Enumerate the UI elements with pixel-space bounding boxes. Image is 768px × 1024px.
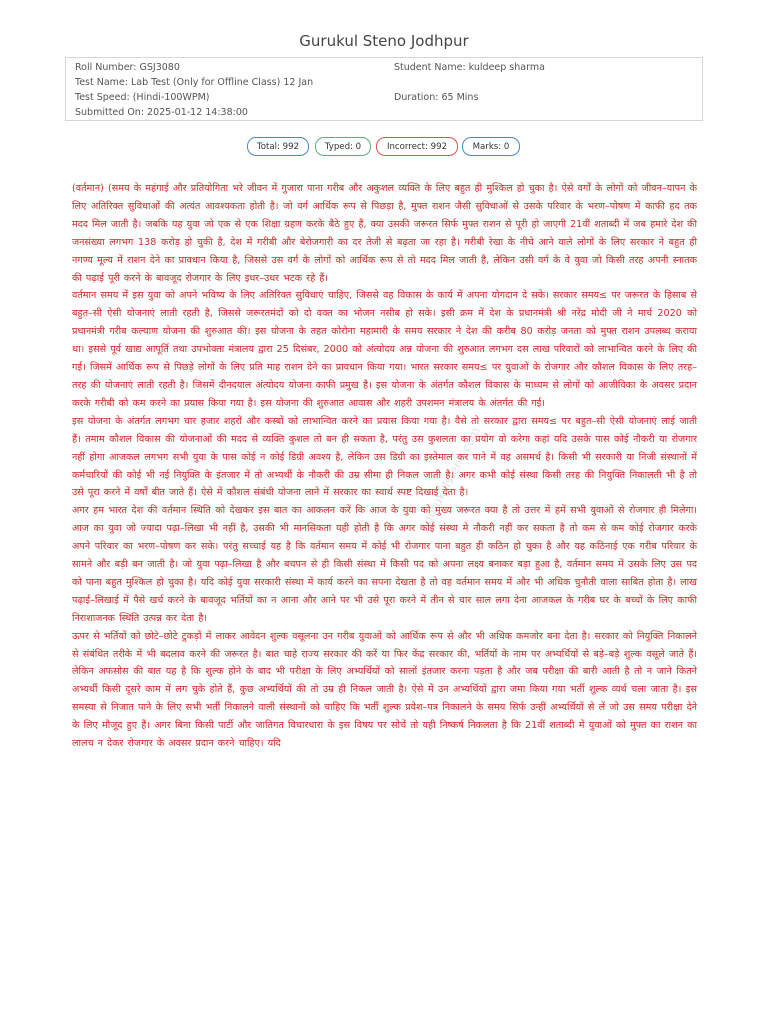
test-info-panel xyxy=(65,57,703,121)
typed-badge: Typed: 0 xyxy=(315,137,371,156)
submitted-on: Submitted On: 2025-01-12 14:38:00 xyxy=(75,107,248,118)
passage-paragraph: इस योजना के अंतर्गत लगभग चार हजार शहरों और कस्बों को लाभान्वित करने का प्रयास किया गया है। वैसे तो सरकार द्वारा समय≤ पर बहुत–सी ऐसी योजनाएं लाई जाती हैं। तमाम कौशल विकास की योजनाओं की मदद से व्यक्ति कुशल तो बन ही सकता है, परंतु उस कुशलता का प्रयोग वो करेगा कहां यदि उसके पास कोई नौकरी या रोजगार नहीं होगा आजकल लगभग सभी युवा के पास कोई न कोई डिग्री अवश्य है, लेकिन उस डिग्री का इस्तेमाल कर पाने में वह असमर्थ है। किसी भी सरकारी या निजी संस्थानों में कर्मचारियों की कोई भी नई नियुक्ति के इंतजार में तो अभ्यर्थी के नौकरी की उम्र सीमा ही निकल जाती है। अगर कभी कोई संस्था किसी तरह की नियुक्ति निकालती भी है तो उसे पूरा करने में वर्षों बीत जाते हैं। ऐसे में कौशल संबंधी योजना लाने में सरकार का स्वार्थ स्पष्ट दिखाई देता है। xyxy=(72,415,697,499)
test-name: Test Name: Lab Test (Only for Offline Class) 12 Jan xyxy=(75,77,314,88)
total-badge: Total: 992 xyxy=(247,137,309,156)
test-speed: Test Speed: (Hindi-100WPM) xyxy=(75,92,210,103)
passage-text xyxy=(72,180,697,1024)
roll-number: Roll Number: GSJ3080 xyxy=(75,62,180,73)
passage-paragraph: वर्तमान समय में इस युवा को अपने भविष्य के लिए अतिरिक्त सुविधाएं चाहिए, जिससे वह विकास के कार्य में अपना योगदान दे सके। सरकार समय≤ पर जरूरत के हिसाब से बहुत–सी ऐसी योजनाएं लाती रहती है, जिससे जरूरतमंदों को दो वक्त का भोजन नसीब हो सके। इसी क्रम में देश के प्रधानमंत्री श्री नरेंद्र मोदी जी ने मार्च 2020 को प्रधानमंत्री गरीब कल्याण योजना की शुरुआत की। इस योजना के तहत कोरोना महामारी के समय सरकार ने देश की करीब 80 करोड़ जनता को मुफ्त राशन उपलब्ध कराया था। इससे पूर्व खाद्य आपूर्ति तथा उपभोक्ता मंत्रालय द्वारा 25 दिसंबर, 2000 को अंत्योदय अन्न योजना की शुरुआत लगभग दस लाख परिवारों को लाभान्वित करने के लिए की गई। जिसमें आर्थिक रूप से पिछड़े लोगों के लिए प्रति माह राशन देने का प्रावधान किया गया। भारत सरकार समय≤ पर युवाओं के रोजगार और कौशल विकास के लिए तरह–तरह की योजनाएं लाती रहती है। जिसमें दीनदयाल अंत्योदय योजना काफी प्रमुख है। इस योजना के अंतर्गत कौशल विकास के माध्यम से लोगों को आजीविका के अवसर प्रदान करके गरीबी को कम करने का प्रयास किया गया है। इस योजना की शुरुआत आवास और शहरी उपशमन मंत्रालय के अंतर्गत की गई। xyxy=(72,290,697,409)
passage-paragraph: (वर्तमान) (समय के महंगाई और प्रतियोगिता भरे जीवन में गुजारा पाना गरीब और अकुशल व्यक्ति के लिए बहुत ही मुश्किल हो चुका है। ऐसे वर्गों के लोगों को जीवन–यापन के लिए अतिरिक्त सुविधाओं की अत्यंत आवश्यकता होती है। जो वर्ग आर्थिक रूप से पिछड़ा है, मुफ्त राशन जैसी सुविधाओं से उसके परिवार के भरण–पोषण में काफी हद तक मदद मिल जाती है। जबकि यह युवा जो एक से एक शिक्षा ग्रहण करके बैठे हुए हैं, क्या उसकी जरूरत सिर्फ मुफ्त राशन से पूरी हो जाएगी 21वीं शताब्दी में जब हमारे देश की जनसंख्या लगभग 138 करोड़ हो चुकी है, देश में गरीबी और बेरोजगारी का दर तेजी से बढ़ता जा रहा है। गरीबी रेखा के नीचे आने वाले लोगों के लिए सरकार ने बहुत ही नगण्य मूल्य में राशन देने का प्रावधान किया है, जिससे उस वर्ग के लोगों को आर्थिक रूप से तो मदद मिल जाती है, लेकिन उसी वर्ग के वे युवा जो किसी तरह अपनी स्नातक की पढ़ाई पूरी करने के बावजूद रोजगार के लिए इधर–उधर भटक रहे हैं। xyxy=(72,183,697,284)
result-stats xyxy=(0,137,768,157)
student-name: Student Name: kuldeep sharma xyxy=(394,62,545,73)
passage-paragraph: अगर हम भारत देश की वर्तमान स्थिति को देखकर इस बात का आकलन करें कि आज के युवा को मुख्य जरूरत क्या है तो उत्तर में हमें सभी युवाओं से रोजगार ही मिलेगा। आज का युवा जो ज्यादा पढ़ा–लिखा भी नहीं है, उसकी भी मानसिकता यही होती है कि अगर कोई संस्था मे नौकरी नहीं कर सकता है तो कम से कम कोई रोजगार करके अपने परिवार का भरण–पोषण कर सके। परंतु सच्चाई यह है कि वर्तमान समय में कोई भी रोजगार पाना बहुत ही कठिन हो चुका है और यह कठिनाई एक गरीब परिवार के सामने और बड़ी बन जाती है। जो युवा पढ़ा–लिखा है और बचपन से ही किसी संस्था में किसी पद को अपना लक्ष्य बनाकर बड़ा हुआ है, वर्तमान समय में उसके लिए उस पद को पाना बहुत मुश्किल हो चुका है। यदि कोई युवा सरकारी संस्था में कार्य करने का सपना देखता है तो वह वर्तमान समय में और भी अधिक चुनौती वाला साबित होता है। लाख पढ़ाई–लिखाई में पैसे खर्च करने के बावजूद भर्तियों का न आना और आने पर भी उसे पूरा करने में तीन से चार साल लगा देना आजकल के गरीब घर के बच्चों के लिए काफी निराशाजनक स्थिति उत्पन्न कर देता है। xyxy=(72,505,697,624)
passage-paragraph: ऊपर से भर्तियों को छोटे–छोटे टुकड़ों में लाकर आवेदन शुल्क वसूलना उन गरीब युवाओं को आर्थिक रूप से और भी अधिक कमजोर बना देता है। सरकार को नियुक्ति निकालने से संबंधित तरीके में भी बदलाव करने की जरूरत है। बात चाहे राज्य सरकार की करें या फिर केंद्र सरकार की, भर्तियों के नाम पर अभ्यर्थियों से बड़े–बड़े शुल्क वसूले जाते हैं। लेकिन अफसोस की बात यह है कि शुल्क होने के बाद भी परीक्षा के लिए अभ्यर्थियों को सालों इंतजार करना पड़ता है और जब परीक्षा की बारी आती है तो न जाने कितने अभ्यर्थी किसी दूसरे काम में लग चुके होते हैं, कुछ अभ्यर्थियों की तो उम्र ही निकल जाती है। ऐसे में उन अभ्यर्थियों द्वारा जमा किया गया भर्ती शुल्क व्यर्थ चला जाता है। इस समस्या से निजात पाने के लिए सभी भर्ती निकालने वाली संस्थानों को चाहिए कि भर्ती शुल्क प्रवेश–पत्र निकालने के समय सिर्फ उन्हीं अभ्यर्थियों से लें जो उस समय परीक्षा देने के लिए मौजूद हुए हैं। अगर बिना किसी पार्टी और जातिगत विचारधारा के इस विषय पर सोचें तो यही निष्कर्ष निकलता है कि 21वीं शताब्दी में युवाओं को मुफ्त का राशन का लालच न देकर रोजगार के अवसर प्रदान करने चाहिए। यदि xyxy=(72,630,697,750)
page-title: Gurukul Steno Jodhpur xyxy=(299,32,469,50)
incorrect-badge: Incorrect: 992 xyxy=(376,137,458,156)
marks-badge: Marks: 0 xyxy=(462,137,520,156)
duration: Duration: 65 Mins xyxy=(394,92,479,103)
